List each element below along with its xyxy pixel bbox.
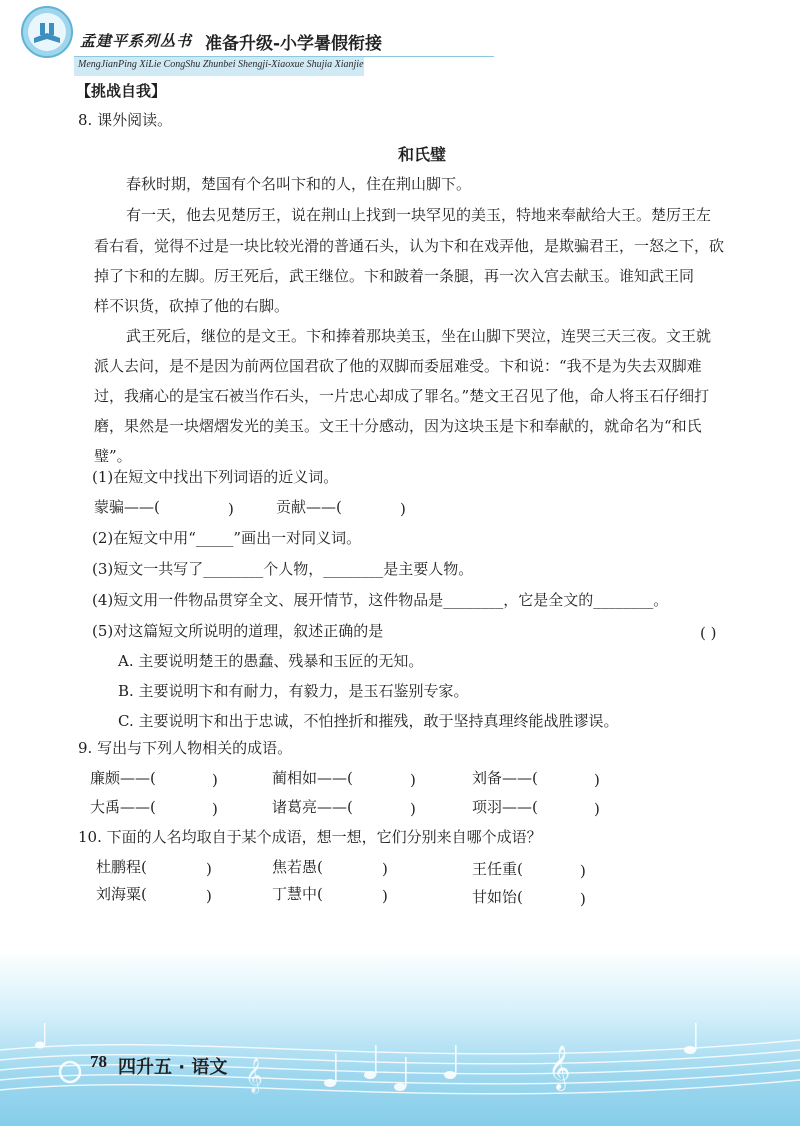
q8-sub1: (1)在短文中找出下列词语的近义词。 — [92, 468, 339, 486]
option-c: C. 主要说明卞和出于忠诚，不怕挫折和摧残，敢于坚持真理终能战胜谬误。 — [118, 712, 619, 730]
name-item: 刘海粟( — [96, 885, 147, 903]
svg-text:𝄞: 𝄞 — [245, 1058, 263, 1093]
close-paren: ) — [212, 771, 218, 789]
pinyin-subtitle: MengJianPing XiLie CongShu Zhunbei Shengji-Xiaoxue Shujia Xianjie — [78, 59, 364, 70]
idiom-item: 大禹——( — [90, 798, 156, 816]
close-paren: ) — [594, 771, 600, 789]
close-paren: ) — [594, 800, 600, 818]
idiom-item: 蔺相如——( — [272, 769, 353, 787]
q8-sub5: (5)对这篇短文所说明的道理，叙述正确的是 — [92, 622, 384, 640]
q8-word-item: 贡献——( — [276, 498, 342, 516]
name-item: 杜鹏程( — [96, 858, 147, 876]
name-item: 焦若愚( — [272, 858, 323, 876]
passage-line: 春秋时期，楚国有个名叫卞和的人，住在荆山脚下。 — [126, 175, 472, 193]
close-paren: ) — [206, 887, 212, 905]
answer-paren: ( ) — [700, 624, 717, 642]
close-paren: ) — [206, 860, 212, 878]
svg-text:𝄞: 𝄞 — [548, 1045, 571, 1089]
idiom-item: 诸葛亮——( — [272, 798, 353, 816]
q8-title: 8. 课外阅读。 — [78, 111, 173, 129]
idiom-item: 廉颇——( — [90, 769, 156, 787]
passage-line: 有一天，他去见楚厉王，说在荆山上找到一块罕见的美玉，特地来奉献给大王。楚厉王左 — [126, 206, 712, 224]
close-paren: ) — [410, 771, 416, 789]
header-divider — [74, 56, 494, 57]
prep-title: 准备升级-小学暑假衔接 — [205, 34, 383, 54]
name-item: 王任重( — [472, 860, 523, 878]
idiom-item: 刘备——( — [472, 769, 538, 787]
q9-title: 9. 写出与下列人物相关的成语。 — [78, 739, 293, 757]
name-item: 丁慧中( — [272, 885, 323, 903]
close-paren: ) — [382, 860, 388, 878]
close-paren: ) — [228, 500, 234, 518]
idiom-item: 项羽——( — [472, 798, 538, 816]
passage-line: 看右看，觉得不过是一块比较光滑的普通石头，认为卞和在戏弄他，是欺骗君王，一怒之下，砍 — [94, 237, 725, 255]
q8-sub3: (3)短文一共写了________个人物，________是主要人物。 — [92, 560, 474, 578]
option-b: B. 主要说明卞和有耐力，有毅力，是玉石鉴别专家。 — [118, 682, 469, 700]
passage-line: 璧”。 — [94, 447, 132, 465]
section-heading: 【挑战自我】 — [76, 82, 167, 100]
grade-subject-label: 四升五 · 语文 — [118, 1057, 228, 1078]
book-logo-icon — [20, 5, 74, 59]
name-item: 甘如饴( — [472, 888, 523, 906]
close-paren: ) — [580, 862, 586, 880]
close-paren: ) — [400, 500, 406, 518]
close-paren: ) — [212, 800, 218, 818]
option-a: A. 主要说明楚王的愚蠢、残暴和玉匠的无知。 — [118, 652, 424, 670]
passage-line: 磨，果然是一块熠熠发光的美玉。文王十分感动，因为这块玉是卞和奉献的，就命名为“和氏 — [94, 417, 702, 435]
passage-title: 和氏璧 — [398, 145, 447, 164]
passage-line: 样不识货，砍掉了他的右脚。 — [94, 297, 290, 315]
q8-sub4: (4)短文用一件物品贯穿全文、展开情节，这件物品是________，它是全文的________。 — [92, 591, 669, 609]
q8-word-item: 蒙骗——( — [94, 498, 160, 516]
passage-line: 过，我痛心的是宝石被当作石头，一片忠心却成了罪名。”楚文王召见了他，命人将玉石仔细打 — [94, 387, 710, 405]
series-name: 孟建平系列丛书 — [80, 32, 193, 50]
close-paren: ) — [580, 890, 586, 908]
q8-sub2: (2)在短文中用“_____”画出一对同义词。 — [92, 529, 362, 547]
passage-line: 掉了卞和的左脚。厉王死后，武王继位。卞和跛着一条腿，再一次入宫去献玉。谁知武王同 — [94, 267, 695, 285]
passage-line: 派人去问，是不是因为前两位国君砍了他的双脚而委屈难受。卞和说：“我不是为失去双脚难 — [94, 357, 702, 375]
page-number: 78 — [90, 1052, 107, 1071]
close-paren: ) — [410, 800, 416, 818]
q10-title: 10. 下面的人名均取自于某个成语，想一想，它们分别来自哪个成语？ — [78, 828, 542, 846]
close-paren: ) — [382, 887, 388, 905]
passage-line: 武王死后，继位的是文王。卞和捧着那块美玉，坐在山脚下哭泣，连哭三天三夜。文王就 — [126, 327, 712, 345]
